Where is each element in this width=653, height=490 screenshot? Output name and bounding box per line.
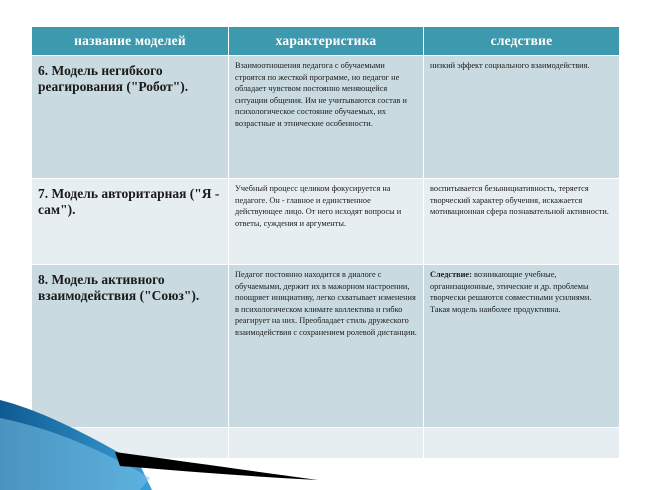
characteristic-text: Учебный процесс целиком фокусируется на педагоге. Он - главное и единственное действующее лицо. От него исходят вопросы и ответы, суждения и аргументы. [235,184,402,228]
header-consequence: следствие [424,27,620,56]
consequence-cell [424,56,620,179]
model-title: 7. Модель авторитарная ("Я - сам"). [38,186,220,217]
header-model-name: название моделей [32,27,229,56]
table-row [32,265,620,428]
consequence-text: низкий эффект социального взаимодействия. [430,61,590,70]
characteristic-cell [229,56,424,179]
table-row [32,56,620,179]
characteristic-cell [229,265,424,428]
model-title: 8. Модель активного взаимодействия ("Союз"). [38,272,200,303]
consequence-text [424,265,619,315]
models-table [31,26,620,459]
header-characteristic: характеристика [229,27,424,56]
model-cell [32,56,229,179]
characteristic-text: Педагог постоянно находится в диалоге с обучаемыми, держит их в мажорном настроении, поощряет инициативу, легко схватывает изменения в психологическом климате коллектива и гибко реагирует на них. Преобладает стиль дружеского взаимодействия с сохранением ролевой дистанции. [235,270,417,337]
consequence-cell [424,179,620,265]
characteristic-text: Взаимоотношения педагога с обучаемыми строятся по жесткой программе, но педагог не обладает чувством постоянно меняющейся ситуации общения. Им не учитываются состав и психологическое состояние обучаемых, их возрастные и этнические особенности. [235,61,407,128]
header-row [32,27,620,56]
characteristic-cell [229,179,424,265]
model-cell [32,179,229,265]
table-row [32,179,620,265]
empty-cell [32,428,229,459]
consequence-cell [424,265,620,428]
empty-cell [424,428,620,459]
model-cell [32,265,229,428]
consequence-label: Следствие: [430,270,472,279]
consequence-body: возникающие учебные, организационные, этические и др. проблемы творчески решаются совместными усилиями. Такая модель наиболее продуктивна. [430,270,592,314]
empty-cell [229,428,424,459]
model-title: 6. Модель негибкого реагирования ("Робот"). [38,63,189,94]
table-row-empty [32,428,620,459]
consequence-text: воспитывается безынициативность, теряется творческий характер обучения, искажается мотивационная сфера познавательной активности. [430,184,609,217]
